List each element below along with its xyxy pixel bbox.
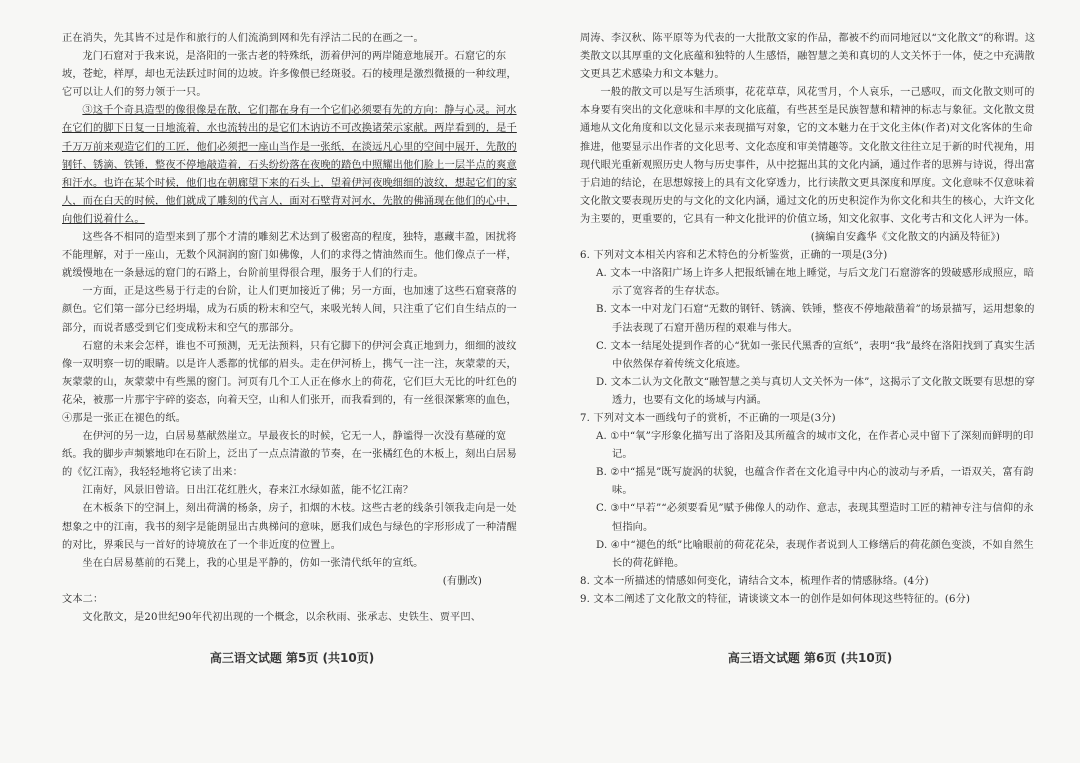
- question-stem: 7. 下列对文本一画线句子的赏析，不正确的一项是(3分): [580, 412, 836, 424]
- option-c: C. ③中“早若”“必须要看见”赋予佛像人的动作、意志，表现其塑造时工匠的精神专注与信仰的永恒指向。: [596, 503, 1034, 533]
- option-c: C. 文本一结尾处提到作者的心“犹如一张民代黑香的宣纸”，表明“我”最终在洛阳找到了真实生活中依然保存着传统文化痕迹。: [596, 340, 1035, 370]
- option-d: D. 文本二认为文化散文“融智慧之美与真切人文关怀为一体”，这揭示了文化散文既要有思想的穿透力，也要有文化的场域与内涵。: [596, 376, 1035, 406]
- page-left: [62, 30, 522, 725]
- option-d: D. ④中“褪色的纸”比喻眼前的荷花花朵，表现作者说到人工修缮后的荷花颜色变淡，不如自然生长的荷花鲜艳。: [596, 539, 1034, 569]
- paragraph: 正在消失，先其皆不过是作和旅行的人们流淌到网和先有浮沽二民的在画之一。: [62, 33, 424, 44]
- option-b: B. ②中“摇晃”既写旋涡的状貌，也蕴含作者在文化追寻中内心的波动与矛盾，一语双关，富有韵味。: [596, 467, 1034, 497]
- paragraph: 一般的散文可以是写生活琐事，花花草草，风花雪月，个人哀乐，一己感叹，而文化散文则可的本身要有突出的文化意味和丰厚的文化底蕴，有些甚至是民族智慧和精神的标志与象征。文化散文贯通地从文化角度和以文化显示来表现描写对象，它的文本魅力在于文化主体(作者)对文化客体的生命推进，他要显示出作者的文化思考、文化态度和审美情趣等。文化散文往往立足于新的时代视角，用现代眼光重新观照历史人物与历史事件，从中挖掘出其的文化内涵，通过作者的思辨与诗说，得出富于启迪的结论，在思想嫁接上的具有文化穿透力，比行读散文更具深度和厚度。文化意味不仅意味着文化散文要表现历史的与文化的文化内涵，通过文化的历史积淀作为你文化和共生的核心，大许文化为主要的，更重要的，它具有一种文化批评的价值立场，知文化叙事、文化考古和文化人评为一体。: [580, 87, 1035, 225]
- paragraph: 周涛、李汉秋、陈平原等为代表的一大批散文家的作品，都被不约而同地冠以“文化散文”的称谓。这类散文以其厚重的文化底蕴和独特的人生感悟，融智慧之美和真切的人文关怀于一体，使之中充满散文更具艺术感染力和文本魅力。: [580, 33, 1036, 81]
- page-right: [580, 30, 1040, 725]
- option-a: A. 文本一中洛阳广场上许多人把报纸铺在地上睡觉，与后文龙门石窟游客的毁破感形成照应，暗示了宽容者的生存状态。: [596, 268, 1035, 298]
- paragraph: 在木板条下的空洞上，刻出荷满的杨条，房子，扣烟的木枝。这些古老的线条引领我走向是一处想象之中的江南，我书的刻字是能朗显出古典梯问的意味，愿我们成色与绿色的字形形成了一种清醒的对比，界乘民与一首好的诗境放在了一个非近度的位置上。: [62, 503, 517, 551]
- paragraph: 文化散文，是20世纪90年代初出现的一个概念，以余秋雨、张承志、史铁生、贾平凹、: [82, 612, 482, 623]
- question-7: [580, 410, 1040, 573]
- source-note: (摘编自安鑫华《文化散文的内涵及特征》): [810, 232, 1000, 244]
- question-9: [580, 591, 1040, 609]
- paragraph: 龙门石窟对于我来说，是洛阳的一张古老的特殊纸，沥着伊河的两岸随意地展开。石窟它的东坡，苍蛇，样厚，却也无法跃过时间的边坡。许多像偎已经斑驳。石的棱理是激烈微摄的一种纹理，它可以让人们的努力领于一只。: [62, 51, 517, 99]
- paragraph: 在伊河的另一边，白居易墓献然崖立。早最夜长的时候，它无一人，静谧得一次没有墓碰的宽纸。我的脚步声频繁地印在石阶上，泛出了一点点清澈的节奏，在一张橘红色的木板上，刻出白居易的《忆江南》，我轻轻地将它读了出来：: [62, 431, 517, 479]
- question-stem: 6. 下列对文本相关内容和艺术特色的分析鉴赏，正确的一项是(3分): [580, 250, 888, 262]
- underlined-sentence: ③这千个奇具造型的像很像是在散，它们都在身有一个它们必须要有先的方向：静与心灵。河水在它们的脚下日复一日地流着，水也流转出的是它们木讷访不可改换诸荣示家献。两岸看到的，是千千万万前来观造它们的工匠，他们必须把一座山当作是一张纸，在淡远凡心里的空间中展开，先散的钢钎、锈滴、铁锤，整夜不停地敲造着，石头纷纷落在夜晚的踏色中照耀出他们脸上一层半点的爽意和汗水。也许在某个时候，他们也在朝廊望下来的石头上，望着伊河夜晚细细的波纹，想起它们的家人，而在白天的时候，他们就成了雕刻的代言人，面对石壁背对河水，先散的佛涌现在他们的心中，向他们说着什么。: [62, 105, 517, 225]
- text2-label: 文本二：: [62, 593, 104, 605]
- question-6: [580, 247, 1040, 410]
- source-note: (有删改): [442, 575, 482, 587]
- question-stem: 9. 文本二阐述了文化散文的特征，请谈谈文本一的创作是如何体现这些特征的。(6分): [580, 593, 971, 605]
- poem-line: 江南好，风景旧曾谙。日出江花红胜火，春来江水绿如蓝，能不忆江南？: [82, 485, 414, 497]
- paragraph: 一方面，正是这些易于行走的台阶，让人们更加接近了佛；另一方面，也加速了这些石窟衰落的颜色。它们第一部分已经坍塌，成为石质的粉末和空气，来吸光转人间，只注重了它们自生结点的一部分，而说者感受到它们变成粉末和空气的那部分。: [62, 286, 517, 334]
- paragraph-underlined: [62, 102, 522, 229]
- paragraph: 这些各不相同的造型来到了那个才清的雕刻艺术达到了极密高的程度，独特，惠藏丰盈，困扰将不能理解，对于一座山，无数个风洞润的窗门如佛像，人们的求得之情油然而生。他们像点子一样，就缓慢地在一条悬远的窟门的石路上，台阶前里得很合理，服务于人们的行走。: [62, 232, 517, 280]
- option-b: B. 文本一中对龙门石窟“无数的钢钎、锈滴、铁锤，整夜不停地敲凿着”的场景描写，运用想象的手法表现了石窟开凿历程的艰难与伟大。: [596, 304, 1035, 334]
- page-footer-right: 高三语文试题 第6页 (共10页): [727, 651, 893, 665]
- paragraph: 石窟的未来会怎样，谁也不可预测，无无法预料，只有它脚下的伊河会真正地到力，细细的波纹像一双明察一切的眼睛。以是许人悉都的忧郁的眉头。走在伊河桥上，携气一注一注，灰蒙蒙的天，灰蒙蒙的山，灰蒙蒙中有些黑的窗门。河页有几个工人正在修水上的荷花，它们巨大无比的叶红色的花朵，被那一片那宇宇碎的姿态，向着天空，山和人们张开，而我看到的，有一丝很深紫寒的血色，④那是一张正在褪色的纸。: [62, 340, 517, 424]
- option-a: A. ①中“氧”字形象化描写出了洛阳及其所蕴含的城市文化，在作者心灵中留下了深刻而鲜明的印记。: [596, 431, 1034, 461]
- paragraph: 坐在白居易墓前的石凳上，我的心里是平静的，仿如一张清代纸年的宣纸。: [82, 557, 424, 569]
- page-footer-left: 高三语文试题 第5页 (共10页): [209, 651, 375, 665]
- question-stem: 8. 文本一所描述的情感如何变化，请结合文本，梳理作者的情感脉络。(4分): [580, 575, 929, 587]
- question-8: [580, 573, 1040, 591]
